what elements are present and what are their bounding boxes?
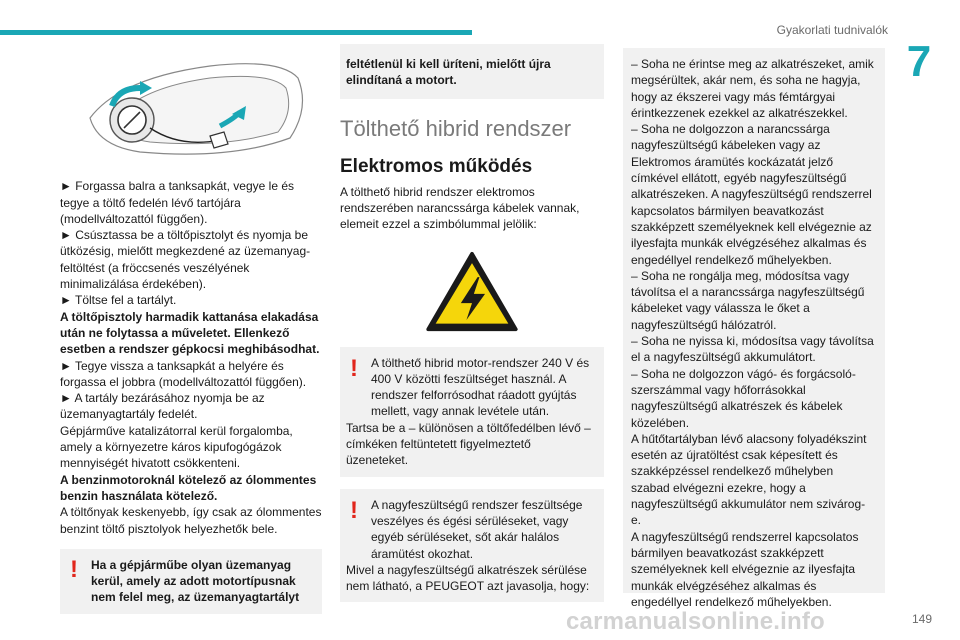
chapter-number: 7 xyxy=(906,37,932,86)
header-accent-bar xyxy=(0,30,472,35)
subsection-title: Elektromos működés xyxy=(340,155,533,177)
bold-note: A benzinmotoroknál kötelező az ólommentes benzin használata kötelező. xyxy=(60,472,317,503)
body-paragraph: A nagyfeszültségű rendszerrel kapcsolatos bármilyen beavatkozást szakképzett személyeknek kell elvégeznie az ilyesfajta munkák elvégzéséhez alkalmas és engedéllyel rendelkező műhelyekben. xyxy=(631,529,859,609)
list-item: – Soha ne rongálja meg, módosítsa vagy távolítsa el a narancssárga nagyfeszültségű kábeleket vagy válassza le őket a nagyfeszültségű hálózatról. xyxy=(631,268,865,332)
high-voltage-warning-icon xyxy=(425,251,519,333)
column-left xyxy=(60,44,322,614)
list-item: – Soha ne dolgozzon vágó- és forgácsoló-szerszámmal vagy hőforrásokkal nagyfeszültségű alkatrészek és kábelek közelében. xyxy=(631,366,856,430)
column-middle xyxy=(340,44,604,602)
warning-text: A tölthető hibrid motor-rendszer 240 V és 400 V közötti feszültséget használ. A rendszer felforrósodhat ráadott gyújtás mellett, vagy annak levétele után. xyxy=(371,355,590,419)
warning-text: Ha a gépjárműbe olyan üzemanyag kerül, amely az adott motortípusnak nem felel meg, az üzemanyagtartályt xyxy=(91,557,300,605)
instruction-step: ► Tegye vissza a tanksapkát a helyére és forgassa el jobbra (modellváltozattól függően). xyxy=(60,358,307,389)
warning-box xyxy=(340,347,604,477)
bold-note: A töltőpisztoly harmadik kattanása elakadása után ne folytassa a műveletet. Ellenkező esetben a rendszer gépkocsi meghibásodhat. xyxy=(60,309,320,357)
body-paragraph: A hűtőtartályban lévő alacsony folyadékszint esetén az újratöltést csak képesített és szakképzéssel rendelkező műhelyben szabad elvégezni ezekre, hogy a nagyfeszültségű akkumulátor nem szivárog-e. xyxy=(631,431,867,528)
body-paragraph: A tölthető hibrid rendszer elektromos rendszerében narancssárga kábelek vannak, elemeit ezzel a szimbólummal jelölik: xyxy=(340,184,580,232)
chapter-title: Gyakorlati tudnivalók xyxy=(776,23,888,37)
warning-text: Tartsa be a – különösen a töltőfedélben lévő – címkéken feltüntetett figyelmeztető üzeneteket. xyxy=(346,420,591,468)
exclamation-icon: ! xyxy=(350,354,358,382)
exclamation-icon: ! xyxy=(70,555,78,583)
list-item: – Soha ne dolgozzon a narancssárga nagyfeszültségű kábeleken vagy az Elektromos áramütés kockázatát jelző címkével ellátott, egyéb nagyfeszültségű alkatrészeken. A nagyfeszültségű rendszerrel kapcsolatos bármilyen beavatkozást szakképzett személyeknek kell elvégeznie az ilyesfajta munkák elvégzéséhez alkalmas és engedéllyel rendelkező műhelyekben. xyxy=(631,122,872,267)
warning-text: A nagyfeszültségű rendszer feszültsége veszélyes és égési sérüléseket, vagy egyéb sérüléseket, sőt akár halálos áramütést okozhat. xyxy=(371,497,583,561)
warning-text: Mivel a nagyfeszültségű alkatrészek sérülése nem látható, a PEUGEOT azt javasolja, hogy: xyxy=(346,562,590,594)
body-paragraph: Gépjárműve katalizátorral kerül forgalomba, amely a környezetre káros kipufogógázok mennyiségét hivatott csökkenteni. xyxy=(60,423,293,471)
exclamation-icon: ! xyxy=(350,496,358,524)
page-number: 149 xyxy=(911,612,932,626)
warning-box xyxy=(340,489,604,603)
warning-text: feltétlenül ki kell üríteni, mielőtt újra elindítaná a motort. xyxy=(346,57,551,88)
warning-box-continued xyxy=(623,48,885,609)
watermark: carmanualsonline.info xyxy=(566,608,825,635)
warning-box xyxy=(60,549,322,614)
column-right xyxy=(623,48,885,609)
instruction-step: ► A tartály bezárásához nyomja be az üzemanyagtartály fedelét. xyxy=(60,391,265,422)
instruction-step: ► Töltse fel a tartályt. xyxy=(60,293,177,308)
list-item: – Soha ne nyissa ki, módosítsa vagy távolítsa el a nagyfeszültségű akkumulátort. xyxy=(631,334,874,365)
section-title: Tölthető hibrid rendszer xyxy=(340,115,572,141)
instruction-step: ► Csúsztassa be a töltőpisztolyt és nyomja be ütközésig, mielőtt megkezdené az üzemanyag-feltöltést (a fröccsenés veszélyének minimalizálása érdekében). xyxy=(60,228,311,292)
fuel-cap-illustration xyxy=(60,48,322,168)
body-paragraph: A töltőnyak keskenyebb, így csak az ólommentes benzint töltő pisztolyok helyezhetők bele. xyxy=(60,505,322,536)
warning-box-continued xyxy=(340,44,604,99)
instruction-step: ► Forgassa balra a tanksapkát, vegye le és tegye a töltő fedelén lévő tartójára (modellváltozattól függően). xyxy=(60,179,294,226)
list-item: – Soha ne érintse meg az alkatrészeket, amik megsérültek, akár nem, és soha ne hagyja, hogy az ékszerei vagy más fémtárgyai érintkezzenek ezekkel az alkatrészekkel. xyxy=(631,57,874,120)
